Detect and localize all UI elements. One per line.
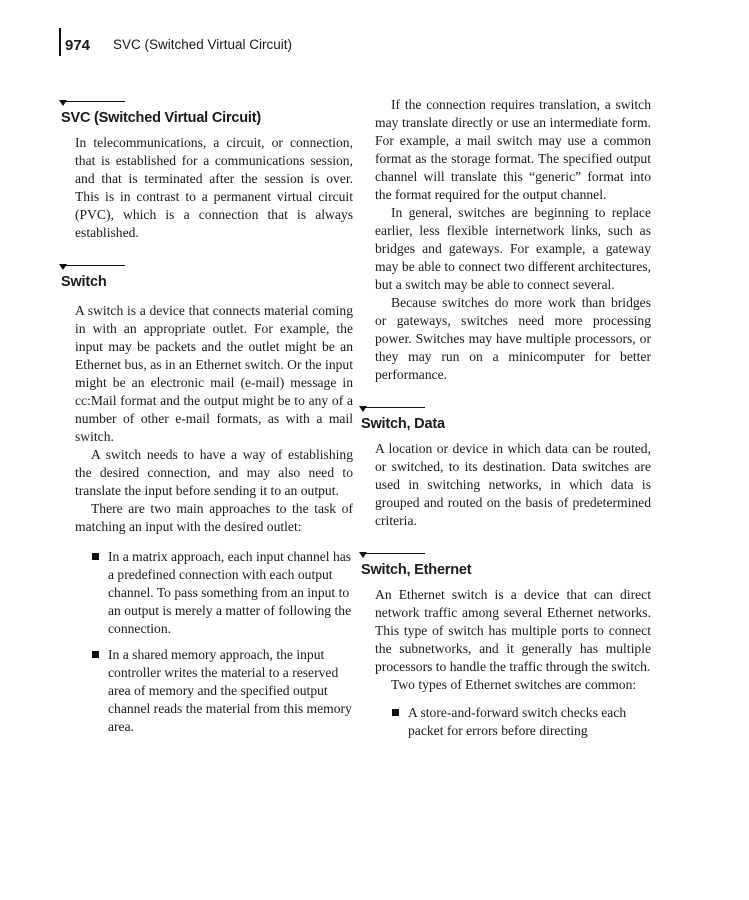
paragraph: In general, switches are beginning to replace earlier, less flexible internetwork links, such as bridges and gateways. For example, a gateway may be able to connect two different architectures, but a switch may be able to connect several. [375, 205, 651, 292]
bullet-icon [92, 553, 99, 560]
paragraph: In telecommunications, a circuit, or connection, that is established for a communications session, and that is terminated after the session is over. This is in contrast to a permanent virtual circuit (PVC), which is a connection that is always established. [75, 135, 353, 240]
list-item: In a shared memory approach, the input controller writes the material to a reserved area of memory and the specified output channel reads the material from this memory area. [108, 646, 353, 736]
paragraph: An Ethernet switch is a device that can direct network traffic among several Ethernet networks. This type of switch has multiple ports to connect the subnetworks, and it generally has multiple processors to handle the traffic through the switch. [375, 587, 651, 674]
section-svc [61, 96, 353, 242]
bullet-list [361, 704, 651, 740]
page-number: 974 [65, 37, 91, 54]
paragraph: Because switches do more work than bridges or gateways, switches need more processing power. Switches may have multiple processors, or they may run on a minicomputer for better performance. [375, 295, 651, 382]
section-switch-continued [361, 96, 651, 384]
bullet-icon [92, 651, 99, 658]
header-rule [59, 28, 61, 56]
section-switch-ethernet [361, 548, 651, 740]
paragraph: There are two main approaches to the task of matching an input with the desired outlet: [75, 501, 353, 534]
section-rule [361, 548, 651, 558]
list-item: A store-and-forward switch checks each packet for errors before directing [408, 704, 651, 740]
paragraph: Two types of Ethernet switches are common: [391, 677, 637, 692]
section-rule [61, 96, 353, 106]
left-column [61, 96, 353, 744]
section-heading: Switch, Ethernet [361, 562, 472, 578]
list-item: In a matrix approach, each input channel has a predefined connection with each output channel. To pass something from an input to an output is merely a matter of following the connection. [108, 548, 353, 638]
right-column [361, 96, 651, 748]
section-heading: Switch [61, 274, 107, 290]
section-switch [61, 260, 353, 736]
section-rule [361, 402, 651, 412]
paragraph: If the connection requires translation, a switch may translate directly or use an intermediate form. For example, a mail switch may use a common format as the storage format. The specified output channel will translate this “generic” format into the format required for the output channel. [375, 97, 651, 202]
paragraph: A switch is a device that connects material coming in with an appropriate outlet. For example, the input may be packets and the outlet might be an Ethernet bus, as in an Ethernet switch. Or the input might be an electronic mail (e-mail) message in cc:Mail format and the output might be to any of a number of other e-mail formats, as with a mail switch. [75, 303, 353, 444]
section-rule [61, 260, 353, 270]
bullet-icon [392, 709, 399, 716]
section-switch-data [361, 402, 651, 530]
paragraph: A location or device in which data can be routed, or switched, to its destination. Data switches are used in switching networks, in which data is grouped and routed on the basis of predetermined criteria. [375, 441, 651, 528]
running-title: SVC (Switched Virtual Circuit) [113, 37, 293, 52]
paragraph: A switch needs to have a way of establishing the desired connection, and may also need to translate the input before sending it to an output. [75, 447, 353, 498]
bullet-list [61, 548, 353, 736]
section-heading: SVC (Switched Virtual Circuit) [61, 110, 261, 126]
section-heading: Switch, Data [361, 416, 445, 432]
